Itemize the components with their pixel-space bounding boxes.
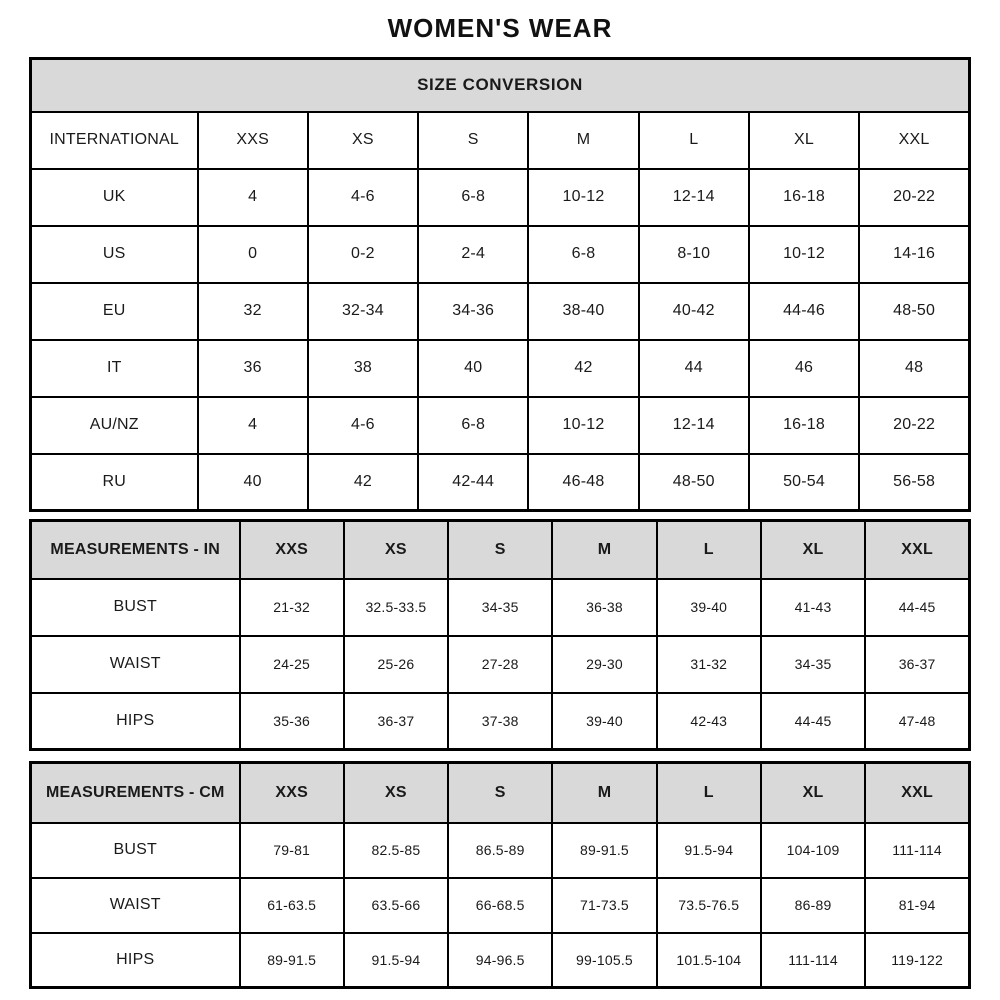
value-cell: 10-12 xyxy=(528,169,638,226)
column-header-cell: XXS xyxy=(240,521,344,579)
corner-header-cell: MEASUREMENTS - CM xyxy=(31,763,240,823)
column-header-cell: L xyxy=(657,521,761,579)
table-row xyxy=(31,169,970,226)
value-cell: 21-32 xyxy=(240,579,344,636)
row-label-cell: IT xyxy=(31,340,198,397)
column-header-cell: XS xyxy=(308,112,418,169)
value-cell: 91.5-94 xyxy=(657,823,761,878)
table-header-row xyxy=(31,763,970,823)
column-header-cell: L xyxy=(639,112,749,169)
table-title-cell: SIZE CONVERSION xyxy=(31,59,970,112)
table-title-row xyxy=(31,59,970,112)
column-header-cell: M xyxy=(552,521,656,579)
value-cell: 39-40 xyxy=(657,579,761,636)
row-label-cell: RU xyxy=(31,454,198,511)
table-row xyxy=(31,636,970,693)
value-cell: 10-12 xyxy=(528,397,638,454)
column-header-cell: S xyxy=(418,112,528,169)
row-label-cell: BUST xyxy=(31,823,240,878)
value-cell: 37-38 xyxy=(448,693,552,750)
value-cell: 38-40 xyxy=(528,283,638,340)
value-cell: 71-73.5 xyxy=(552,878,656,933)
value-cell: 47-48 xyxy=(865,693,969,750)
value-cell: 29-30 xyxy=(552,636,656,693)
value-cell: 46 xyxy=(749,340,859,397)
row-label-cell: EU xyxy=(31,283,198,340)
value-cell: 101.5-104 xyxy=(657,933,761,988)
column-header-cell: M xyxy=(528,112,638,169)
row-label-cell: BUST xyxy=(31,579,240,636)
value-cell: 4 xyxy=(198,397,308,454)
row-label-cell: UK xyxy=(31,169,198,226)
table-header-row xyxy=(31,112,970,169)
value-cell: 63.5-66 xyxy=(344,878,448,933)
value-cell: 111-114 xyxy=(761,933,865,988)
value-cell: 89-91.5 xyxy=(240,933,344,988)
value-cell: 119-122 xyxy=(865,933,969,988)
value-cell: 42-44 xyxy=(418,454,528,511)
value-cell: 0 xyxy=(198,226,308,283)
column-header-cell: XXS xyxy=(198,112,308,169)
value-cell: 20-22 xyxy=(859,397,969,454)
value-cell: 25-26 xyxy=(344,636,448,693)
value-cell: 32-34 xyxy=(308,283,418,340)
value-cell: 36 xyxy=(198,340,308,397)
table-row xyxy=(31,693,970,750)
value-cell: 48 xyxy=(859,340,969,397)
value-cell: 4-6 xyxy=(308,397,418,454)
value-cell: 39-40 xyxy=(552,693,656,750)
value-cell: 46-48 xyxy=(528,454,638,511)
column-header-cell: S xyxy=(448,763,552,823)
value-cell: 32.5-33.5 xyxy=(344,579,448,636)
measurements-cm-table xyxy=(29,761,971,989)
value-cell: 56-58 xyxy=(859,454,969,511)
table-row xyxy=(31,283,970,340)
value-cell: 4-6 xyxy=(308,169,418,226)
corner-header-cell: INTERNATIONAL xyxy=(31,112,198,169)
column-header-cell: L xyxy=(657,763,761,823)
row-label-cell: AU/NZ xyxy=(31,397,198,454)
value-cell: 16-18 xyxy=(749,397,859,454)
column-header-cell: XL xyxy=(749,112,859,169)
value-cell: 36-38 xyxy=(552,579,656,636)
value-cell: 34-35 xyxy=(448,579,552,636)
value-cell: 42 xyxy=(528,340,638,397)
value-cell: 91.5-94 xyxy=(344,933,448,988)
column-header-cell: XL xyxy=(761,763,865,823)
value-cell: 42-43 xyxy=(657,693,761,750)
column-header-cell: XXL xyxy=(865,521,969,579)
row-label-cell: WAIST xyxy=(31,636,240,693)
value-cell: 0-2 xyxy=(308,226,418,283)
value-cell: 35-36 xyxy=(240,693,344,750)
value-cell: 42 xyxy=(308,454,418,511)
value-cell: 89-91.5 xyxy=(552,823,656,878)
value-cell: 40 xyxy=(418,340,528,397)
value-cell: 24-25 xyxy=(240,636,344,693)
value-cell: 8-10 xyxy=(639,226,749,283)
value-cell: 2-4 xyxy=(418,226,528,283)
table-row xyxy=(31,340,970,397)
value-cell: 41-43 xyxy=(761,579,865,636)
value-cell: 10-12 xyxy=(749,226,859,283)
value-cell: 61-63.5 xyxy=(240,878,344,933)
value-cell: 6-8 xyxy=(418,169,528,226)
row-label-cell: WAIST xyxy=(31,878,240,933)
value-cell: 4 xyxy=(198,169,308,226)
row-label-cell: US xyxy=(31,226,198,283)
value-cell: 48-50 xyxy=(639,454,749,511)
value-cell: 79-81 xyxy=(240,823,344,878)
column-header-cell: XS xyxy=(344,521,448,579)
value-cell: 6-8 xyxy=(528,226,638,283)
value-cell: 82.5-85 xyxy=(344,823,448,878)
value-cell: 16-18 xyxy=(749,169,859,226)
column-header-cell: XS xyxy=(344,763,448,823)
measurements-cm-table-body xyxy=(31,763,970,988)
value-cell: 94-96.5 xyxy=(448,933,552,988)
size-conversion-table xyxy=(29,57,971,512)
column-header-cell: M xyxy=(552,763,656,823)
value-cell: 99-105.5 xyxy=(552,933,656,988)
page-title: WOMEN'S WEAR xyxy=(387,13,613,43)
title-bar xyxy=(29,0,971,57)
value-cell: 31-32 xyxy=(657,636,761,693)
corner-header-cell: MEASUREMENTS - IN xyxy=(31,521,240,579)
value-cell: 40 xyxy=(198,454,308,511)
value-cell: 34-35 xyxy=(761,636,865,693)
value-cell: 40-42 xyxy=(639,283,749,340)
value-cell: 44-45 xyxy=(761,693,865,750)
table-row xyxy=(31,397,970,454)
value-cell: 104-109 xyxy=(761,823,865,878)
value-cell: 12-14 xyxy=(639,397,749,454)
value-cell: 44 xyxy=(639,340,749,397)
row-label-cell: HIPS xyxy=(31,693,240,750)
value-cell: 44-46 xyxy=(749,283,859,340)
table-header-row xyxy=(31,521,970,579)
value-cell: 20-22 xyxy=(859,169,969,226)
table-row xyxy=(31,226,970,283)
value-cell: 50-54 xyxy=(749,454,859,511)
value-cell: 38 xyxy=(308,340,418,397)
value-cell: 27-28 xyxy=(448,636,552,693)
measurements-in-table xyxy=(29,519,971,751)
table-row xyxy=(31,878,970,933)
value-cell: 73.5-76.5 xyxy=(657,878,761,933)
value-cell: 48-50 xyxy=(859,283,969,340)
size-conversion-table-body xyxy=(31,59,970,511)
value-cell: 6-8 xyxy=(418,397,528,454)
value-cell: 81-94 xyxy=(865,878,969,933)
table-row xyxy=(31,823,970,878)
row-label-cell: HIPS xyxy=(31,933,240,988)
value-cell: 86.5-89 xyxy=(448,823,552,878)
value-cell: 36-37 xyxy=(865,636,969,693)
column-header-cell: XL xyxy=(761,521,865,579)
column-header-cell: S xyxy=(448,521,552,579)
value-cell: 86-89 xyxy=(761,878,865,933)
value-cell: 36-37 xyxy=(344,693,448,750)
measurements-in-table-body xyxy=(31,521,970,750)
table-row xyxy=(31,933,970,988)
value-cell: 34-36 xyxy=(418,283,528,340)
column-header-cell: XXL xyxy=(859,112,969,169)
column-header-cell: XXL xyxy=(865,763,969,823)
value-cell: 14-16 xyxy=(859,226,969,283)
value-cell: 12-14 xyxy=(639,169,749,226)
table-row xyxy=(31,579,970,636)
value-cell: 44-45 xyxy=(865,579,969,636)
value-cell: 111-114 xyxy=(865,823,969,878)
value-cell: 66-68.5 xyxy=(448,878,552,933)
column-header-cell: XXS xyxy=(240,763,344,823)
value-cell: 32 xyxy=(198,283,308,340)
table-row xyxy=(31,454,970,511)
